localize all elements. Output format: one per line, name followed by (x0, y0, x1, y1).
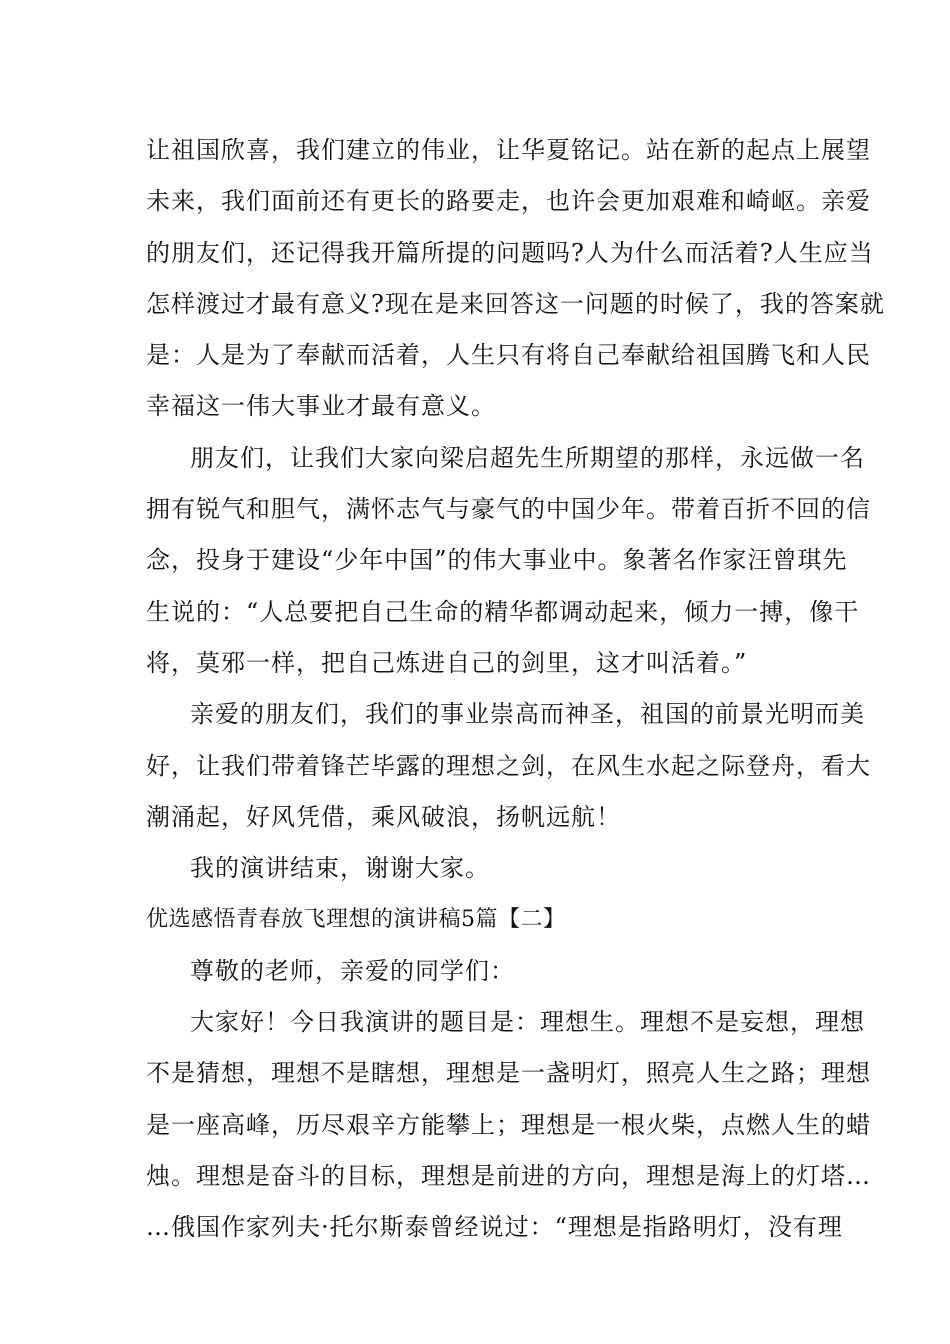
text-line: 亲爱的朋友们，我们的事业崇高而神圣，祖国的前景光明而美 (190, 700, 865, 729)
text-line: 烛。理想是奋斗的目标，理想是前进的方向，理想是海上的灯塔… (146, 1161, 871, 1190)
text-line: …俄国作家列夫·托尔斯泰曾经说过：“理想是指路明灯，没有理 (146, 1213, 843, 1242)
text-line: 怎样渡过才最有意义?现在是来回答这一问题的时候了，我的答案就 (146, 289, 885, 318)
text-line: 让祖国欣喜，我们建立的伟业，让华夏铭记。站在新的起点上展望 (146, 136, 871, 164)
document-page (146, 125, 885, 1254)
text-line: 将，莫邪一样，把自己炼进自己的剑里，这才叫活着。” (146, 648, 748, 677)
section-heading: 优选感悟青春放飞理想的演讲稿5篇【二】 (146, 907, 566, 933)
text-line: 的朋友们，还记得我开篇所提的问题吗?人为什么而活着?人生应当 (146, 238, 874, 267)
text-line: 潮涌起，好风凭借，乘风破浪，扬帆远航！ (146, 802, 621, 831)
text-line: 好，让我们带着锋芒毕露的理想之剑，在风生水起之际登舟，看大 (146, 751, 871, 780)
text-line: 大家好！今日我演讲的题目是：理想生。理想不是妄想，理想 (190, 1008, 865, 1037)
text-line: 幸福这一伟大事业才最有意义。 (146, 392, 496, 421)
text-line: 未来，我们面前还有更长的路要走，也许会更加艰难和崎岖。亲爱 (146, 187, 871, 216)
text-line: 尊敬的老师，亲爱的同学们： (190, 956, 515, 985)
text-line: 念，投身于建设“少年中国”的伟大事业中。象著名作家汪曾琪先 (146, 546, 848, 575)
text-line: 我的演讲结束，谢谢大家。 (190, 854, 490, 883)
text-line: 朋友们，让我们大家向梁启超先生所期望的那样，永远做一名 (190, 443, 865, 472)
text-line: 不是猜想，理想不是瞎想，理想是一盏明灯，照亮人生之路；理想 (146, 1059, 871, 1088)
text-line: 生说的：“人总要把自己生命的精华都调动起来，倾力一搏，像干 (146, 597, 860, 626)
text-line: 拥有锐气和胆气，满怀志气与豪气的中国少年。带着百折不回的信 (146, 495, 871, 524)
text-line: 是一座高峰，历尽艰辛方能攀上；理想是一根火柴，点燃人生的蜡 (146, 1110, 871, 1139)
text-line: 是：人是为了奉献而活着，人生只有将自己奉献给祖国腾飞和人民 (146, 341, 871, 370)
